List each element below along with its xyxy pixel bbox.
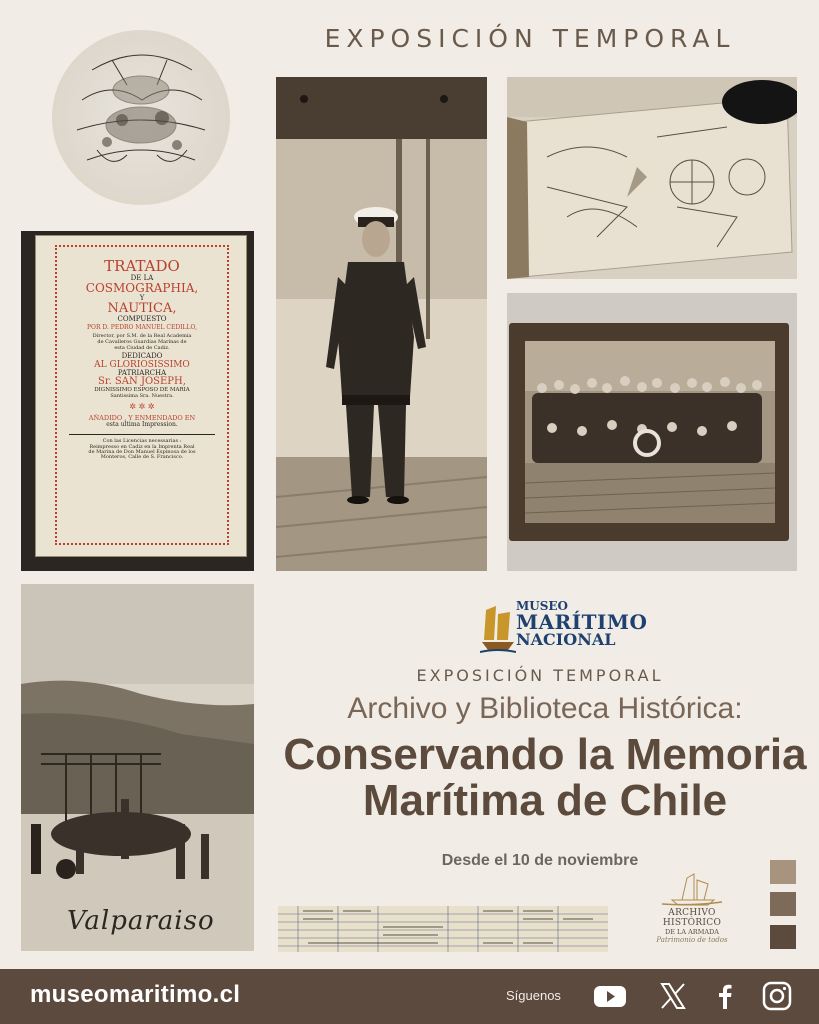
exhibition-title-light: Archivo y Biblioteca Histórica: [347, 692, 743, 725]
archive-line1: ARCHIVO HISTÓRICO [662, 908, 722, 928]
book-licencias: Con las Licencias necessarias : [102, 438, 182, 445]
exhibition-label: EXPOSICIÓN TEMPORAL [416, 666, 664, 685]
cosmographia-book-photo: TRATADO DE LA COSMOGRAPHIA, Y NAUTICA, COMPUESTO POR D. PEDRO MANUEL CEDILLO, Director, por S.M. de la Real Academia de Cavalleros Guardias Marinas de esta Ciudad de Cadiz. DEDICADO AL GLORIOSISSIMO PATRIARCHA Sr. SAN JOSEPH, DIGNISSIMO ESPOSO DE MARIA Santissima Sra. Nuestra. ✲ ✲ ✲ AÑADIDO , Y ENMENDADO EN esta ultima Impression. Con las Licencias necessarias : Reimpresso en Cadiz en la Imprenta Real de Marina de Don Manuel Espinosa de los Monteros, Calle de S. Francisco. [21, 231, 254, 571]
exhibition-date: Desde el 10 de noviembre [441, 852, 639, 869]
book-title-line5: NAUTICA, [107, 301, 177, 317]
book-title-line4: Y [139, 293, 145, 302]
book-patriarcha: PATRIARCHA [117, 369, 167, 378]
book-title-line6: COMPUESTO [117, 314, 167, 323]
book-reimpresso: Reimpresso en Cadiz en la Imprenta Real [89, 443, 195, 450]
logo-line3: NACIONAL [516, 630, 616, 649]
book-saint: Sr. SAN JOSEPH, [98, 376, 186, 388]
book-saint-sub: DIGNISSIMO ESPOSO DE MARIA [94, 386, 190, 393]
header-title: EXPOSICIÓN TEMPORAL [324, 24, 736, 53]
nautical-diagram-book-photo [507, 77, 797, 279]
logo-line1: MUSEO [516, 599, 569, 613]
book-title-line1: TRATADO [104, 257, 180, 275]
engraving-medallion-image [52, 30, 230, 205]
group-photo [507, 293, 797, 571]
facebook-icon[interactable] [708, 981, 742, 1011]
footer-bar [0, 969, 819, 1024]
archive-line3: Patrimonio de todos [656, 936, 728, 944]
logo-line2: MARÍTIMO [516, 610, 648, 634]
museo-maritimo-logo [480, 599, 648, 660]
x-icon[interactable] [656, 981, 690, 1011]
swatch-light [770, 860, 796, 884]
exhibition-title-bold [280, 732, 810, 824]
swatch-dark [770, 925, 796, 949]
book-ultima: esta ultima Impression. [106, 421, 178, 429]
valparaiso-caption: Valparaiso [67, 906, 215, 936]
book-author: POR D. PEDRO MANUEL CEDILLO, [86, 324, 197, 332]
officer-photo [276, 77, 487, 571]
book-title-line2: DE LA [130, 273, 154, 282]
book-title-line3: COSMOGRAPHIA, [85, 281, 199, 296]
ledger-strip-photo [278, 906, 608, 952]
valparaiso-photo [21, 584, 254, 951]
archive-line2: DE LA ARMADA [665, 928, 719, 936]
instagram-icon[interactable] [760, 981, 794, 1011]
swatch-medium [770, 892, 796, 916]
book-anadido: AÑADIDO , Y ENMENDADO EN [88, 414, 196, 423]
youtube-icon[interactable] [593, 981, 627, 1011]
book-al: AL GLORIOSISSIMO [94, 359, 190, 370]
book-marina: de Marina de Don Manuel Espinosa de los [88, 448, 196, 455]
exhibition-title-bold-line1: Conservando la Memoria [283, 730, 807, 779]
website-link[interactable]: museomaritimo.cl [30, 981, 241, 1008]
archivo-historico-logo [642, 872, 742, 944]
book-dedication: DEDICADO [121, 352, 163, 361]
exhibition-title-bold-line2: Marítima de Chile [362, 776, 728, 825]
book-monteros: Monteros, Calle de S. Francisco. [100, 454, 184, 461]
follow-label: Síguenos [506, 988, 561, 1003]
